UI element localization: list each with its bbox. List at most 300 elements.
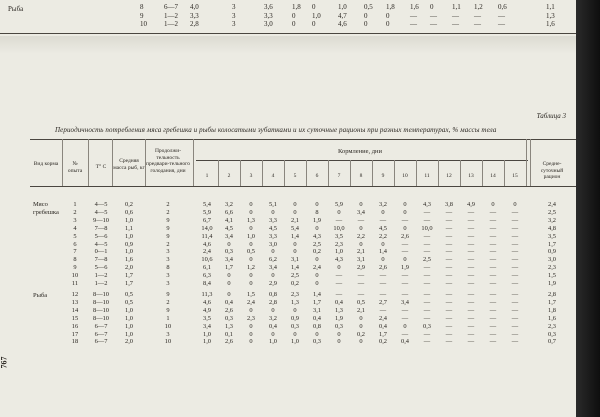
table-cell: 14,0 <box>201 224 213 232</box>
prev-table-cell: 1,0 <box>312 11 321 20</box>
header-column-rule <box>438 160 439 186</box>
prev-table-cell: — <box>430 20 437 28</box>
table-cell: 3,4 <box>357 208 365 216</box>
table-cell: 1—2 <box>94 272 108 280</box>
table-cell: 10,6 <box>201 256 213 264</box>
table-cell: — <box>467 291 475 298</box>
table-cell: 6—7 <box>94 338 108 346</box>
table-cell: — <box>401 248 409 256</box>
table-cell: — <box>379 272 387 280</box>
prev-table-cell: — <box>474 20 481 28</box>
table-cell: 2,8 <box>269 298 277 306</box>
table-cell: 2,4 <box>548 201 556 208</box>
table-cell: 0 <box>337 208 341 216</box>
table-cell: — <box>511 248 519 256</box>
table-cell: 3,0 <box>548 256 556 264</box>
table-cell: 1,0 <box>203 338 211 346</box>
table-cell: 1,0 <box>125 314 133 322</box>
table-cell: 1,0 <box>247 232 255 240</box>
table-cell: 0,4 <box>379 322 387 330</box>
table-cell: — <box>423 248 431 256</box>
table-cell: 0 <box>249 306 253 314</box>
table-cell: 0 <box>293 248 297 256</box>
table-cell: 0 <box>249 338 253 346</box>
header-food: Вид корма <box>33 161 59 167</box>
table-cell: 1,0 <box>125 306 133 314</box>
table-cell: 1,0 <box>125 322 133 330</box>
table-cell: 0 <box>315 256 319 264</box>
table-cell: 1,0 <box>125 216 133 224</box>
table-cell: 9 <box>166 306 170 314</box>
table-cell: 0 <box>271 330 275 338</box>
header-column-rule <box>62 139 63 186</box>
table-cell: — <box>423 280 431 287</box>
table-cell: 1,7 <box>313 298 321 306</box>
table-cell: — <box>489 330 497 338</box>
table-cell: 0,1 <box>225 330 233 338</box>
table-cell: 10,0 <box>421 224 433 232</box>
table-cell: 8—10 <box>93 291 109 298</box>
table-cell: 3,4 <box>269 264 277 272</box>
table-cell: 1,2 <box>247 264 255 272</box>
table-cell: — <box>467 298 475 306</box>
previous-table-fragment <box>0 0 576 33</box>
header-column-rule <box>284 160 285 186</box>
table-cell: 1,0 <box>335 248 343 256</box>
prev-table-cell: 3,0 <box>264 20 273 28</box>
prev-table-cell: 3,3 <box>190 11 199 20</box>
prev-table-cell: 1—2 <box>164 20 178 28</box>
table-cell: — <box>511 264 519 272</box>
table-cell: 0 <box>227 272 231 280</box>
table-cell: 2,9 <box>357 264 365 272</box>
table-cell: 1,4 <box>379 248 387 256</box>
scan-shadow <box>0 36 576 54</box>
table-cell: 2 <box>166 240 170 248</box>
table-cell: — <box>511 338 519 346</box>
table-cell: 0,3 <box>548 330 556 338</box>
table-cell: — <box>445 224 453 232</box>
table-cell: — <box>357 291 365 298</box>
table-cell: 5,9 <box>203 208 211 216</box>
prev-table-cell: — <box>452 20 459 28</box>
table-cell: 8—10 <box>93 298 109 306</box>
table-cell: 0 <box>359 314 363 322</box>
table-cell: 1,8 <box>548 306 556 314</box>
table-cell: 16 <box>71 322 79 330</box>
header-day-7: 7 <box>337 173 341 179</box>
prev-table-cell: 0 <box>386 11 390 20</box>
table-cell: — <box>511 322 519 330</box>
table-cell: — <box>511 306 519 314</box>
table-cell: 2 <box>166 298 170 306</box>
header-column-rule <box>416 160 417 186</box>
prev-table-cell: — <box>410 11 417 20</box>
table-cell: — <box>489 291 497 298</box>
table-cell: — <box>467 256 475 264</box>
table-cell: 2,4 <box>379 314 387 322</box>
table-cell: 0,3 <box>335 322 343 330</box>
table-cell: 0 <box>315 280 319 287</box>
table-cell: 2,6 <box>401 232 409 240</box>
table-cell: 5—6 <box>94 264 108 272</box>
table-cell: — <box>467 314 475 322</box>
table-cell: 9 <box>166 232 170 240</box>
table-cell: 0 <box>249 280 253 287</box>
table-cell: 0,8 <box>313 322 321 330</box>
table-cell: 0 <box>271 208 275 216</box>
header-day-12: 12 <box>446 173 452 179</box>
table-cell: — <box>511 272 519 280</box>
table-cell: — <box>511 330 519 338</box>
prev-table-cell: 3 <box>232 20 236 28</box>
table-cell: 0 <box>315 201 319 208</box>
table-cell: 0,4 <box>225 298 233 306</box>
table-cell: — <box>467 248 475 256</box>
header-feeding: Кормление, дни <box>337 148 382 155</box>
table-cell: 0,5 <box>357 298 365 306</box>
table-cell: 1,0 <box>203 330 211 338</box>
table-cell: — <box>379 280 387 287</box>
table-cell: 14 <box>71 306 79 314</box>
table-cell: 0,2 <box>379 338 387 346</box>
table-cell: 4,8 <box>548 224 556 232</box>
table-cell: — <box>489 306 497 314</box>
table-cell: — <box>489 298 497 306</box>
table-cell: 8—10 <box>93 314 109 322</box>
table-cell: 11,3 <box>201 291 213 298</box>
table-cell: 1,7 <box>548 240 556 248</box>
table-cell: 0 <box>249 322 253 330</box>
table-cell: — <box>423 306 431 314</box>
table-cell: — <box>467 264 475 272</box>
prev-table-cell: — <box>430 11 437 20</box>
table-cell: — <box>511 216 519 224</box>
table-cell: 0,9 <box>125 240 133 248</box>
table-cell: 0 <box>227 291 231 298</box>
table-cell: 2,2 <box>379 232 387 240</box>
table-cell: — <box>379 216 387 224</box>
prev-table-cell: — <box>410 20 417 28</box>
table-cell: 3,4 <box>203 322 211 330</box>
table-cell: 0 <box>337 264 341 272</box>
table-cell: — <box>489 338 497 346</box>
table-cell: 1,4 <box>291 264 299 272</box>
prev-table-cell: 0 <box>364 11 368 20</box>
table-cell: 4,9 <box>467 201 475 208</box>
table-cell: 0 <box>293 306 297 314</box>
table-cell: — <box>511 232 519 240</box>
table-cell: 0,4 <box>269 322 277 330</box>
table-cell: 5—6 <box>94 232 108 240</box>
table-cell: — <box>467 240 475 248</box>
table-cell: 0,2 <box>357 330 365 338</box>
table-cell: — <box>423 264 431 272</box>
table-cell: — <box>489 314 497 322</box>
prev-group-label: Рыба <box>8 5 24 13</box>
table-cell: 4,3 <box>423 201 431 208</box>
table-cell: — <box>357 272 365 280</box>
table-cell: 1,5 <box>247 291 255 298</box>
header-day-9: 9 <box>381 173 385 179</box>
prev-table-cell: — <box>498 11 505 20</box>
table-cell: 8 <box>315 208 319 216</box>
table-cell: — <box>489 216 497 224</box>
table-cell: 9 <box>166 216 170 224</box>
table-cell: 6,6 <box>225 208 233 216</box>
table-cell: 0,5 <box>125 291 133 298</box>
header-column-rule <box>328 160 329 186</box>
table-cell: — <box>467 272 475 280</box>
table-cell: 2,3 <box>335 240 343 248</box>
table-cell: — <box>335 291 343 298</box>
table-cell: 0 <box>293 201 297 208</box>
header-column-rule <box>350 160 351 186</box>
table-cell: 1,9 <box>313 216 321 224</box>
table-cell: 3 <box>166 256 170 264</box>
prev-table-cell: 3 <box>232 11 236 20</box>
table-cell: 4,5 <box>379 224 387 232</box>
table-cell: 0 <box>227 240 231 248</box>
prev-table-cell: 6—7 <box>164 3 178 11</box>
table-cell: — <box>379 291 387 298</box>
table-cell: 3,2 <box>548 216 556 224</box>
table-cell: 2,3 <box>247 314 255 322</box>
table-cell: 0 <box>403 322 407 330</box>
table-cell: 1,3 <box>291 298 299 306</box>
table-cell: 2,2 <box>357 232 365 240</box>
table-cell: 0,4 <box>313 314 321 322</box>
table-cell: 8,4 <box>203 280 211 287</box>
table-cell: 5,1 <box>269 201 277 208</box>
header-column-rule <box>526 139 527 186</box>
table-cell: 6 <box>73 240 77 248</box>
table-cell: — <box>467 208 475 216</box>
table-cell: 0 <box>249 224 253 232</box>
table-cell: — <box>489 248 497 256</box>
table-cell: — <box>467 306 475 314</box>
table-cell: 7—8 <box>94 256 108 264</box>
table-cell: 3,2 <box>269 314 277 322</box>
table-cell: 2 <box>73 208 77 216</box>
table-cell: 9 <box>73 264 77 272</box>
table-cell: — <box>357 216 365 224</box>
table-cell: 0 <box>337 338 341 346</box>
table-cell: — <box>445 291 453 298</box>
table-cell: 0 <box>403 201 407 208</box>
table-cell: 1,0 <box>125 330 133 338</box>
table-cell: 3,1 <box>291 256 299 264</box>
table-cell: — <box>445 314 453 322</box>
table-cell: 3 <box>166 248 170 256</box>
table-cell: — <box>401 306 409 314</box>
table-cell: — <box>423 291 431 298</box>
table-cell: 5,4 <box>291 224 299 232</box>
table-cell: 0,3 <box>225 248 233 256</box>
table-cell: 0 <box>359 224 363 232</box>
header-mass: Средняя масса рыб, кг <box>113 158 145 171</box>
table-cell: 8 <box>166 264 170 272</box>
table-cell: 13 <box>71 298 79 306</box>
table-cell: 1 <box>166 314 170 322</box>
header-bottom-rule <box>30 186 576 187</box>
table-cell: — <box>423 208 431 216</box>
table-cell: 2,3 <box>291 291 299 298</box>
prev-table-row <box>0 12 576 20</box>
table-cell: — <box>445 256 453 264</box>
table-cell: 0—1 <box>94 248 108 256</box>
table-cell: — <box>335 272 343 280</box>
table-cell: 0 <box>315 224 319 232</box>
prev-table-cell: 1,1 <box>452 3 461 11</box>
table-cell: — <box>511 256 519 264</box>
prev-table-cell: 0 <box>430 3 434 11</box>
table-cell: 1,7 <box>548 298 556 306</box>
table-cell: 1 <box>73 201 77 208</box>
table-cell: — <box>489 322 497 330</box>
table-cell: 0 <box>271 272 275 280</box>
table-cell: — <box>467 338 475 346</box>
table-cell: 1,6 <box>125 256 133 264</box>
header-day-1: 1 <box>205 173 209 179</box>
table-cell: 0,4 <box>335 298 343 306</box>
table-cell: 2,5 <box>291 272 299 280</box>
header-day-6: 6 <box>315 173 319 179</box>
table-cell: 0 <box>315 272 319 280</box>
table-cell: — <box>445 264 453 272</box>
table-cell: 5 <box>73 232 77 240</box>
header-column-rule <box>306 160 307 186</box>
table-cell: — <box>445 216 453 224</box>
table-cell: 6,1 <box>203 264 211 272</box>
header-day-14: 14 <box>490 173 496 179</box>
header-column-rule <box>240 160 241 186</box>
table-cell: 6,2 <box>269 256 277 264</box>
table-cell: 3,3 <box>269 216 277 224</box>
table-cell: 7—8 <box>94 224 108 232</box>
table-cell: 0 <box>271 306 275 314</box>
table-cell: 2,9 <box>269 280 277 287</box>
table-cell: 2,6 <box>379 264 387 272</box>
header-column-rule <box>88 139 89 186</box>
prev-table-cell: 1—2 <box>164 11 178 20</box>
table-cell: 2,3 <box>548 264 556 272</box>
table-cell: — <box>401 291 409 298</box>
table-cell: 4—5 <box>94 201 108 208</box>
table-cell: 1,0 <box>125 248 133 256</box>
table-cell: 4—5 <box>94 240 108 248</box>
table-cell: — <box>489 256 497 264</box>
header-column-rule <box>530 139 531 186</box>
table-cell: 2 <box>166 208 170 216</box>
header-day-4: 4 <box>271 173 275 179</box>
table-cell: — <box>445 208 453 216</box>
header-temp: T° C <box>95 164 107 170</box>
header-exp: № опыта <box>67 161 83 174</box>
table-cell: 0 <box>337 330 341 338</box>
table-cell: 10 <box>71 272 79 280</box>
header-fast: Продолжи-тельность предвари-тельного голодания, дни <box>146 148 191 174</box>
table-cell: — <box>445 322 453 330</box>
table-cell: 2,1 <box>357 306 365 314</box>
table-cell: 3,2 <box>379 201 387 208</box>
prev-table-cell: — <box>452 11 459 20</box>
prev-table-cell: 0 <box>292 11 296 20</box>
table-cell: — <box>423 232 431 240</box>
table-cell: — <box>423 240 431 248</box>
table-cell: — <box>489 240 497 248</box>
table-cell: 10,0 <box>333 224 345 232</box>
prev-table-cell: 1,3 <box>546 11 555 20</box>
header-day-10: 10 <box>402 173 408 179</box>
header-column-rule <box>394 160 395 186</box>
table-cell: — <box>357 280 365 287</box>
table-cell: 3,4 <box>225 232 233 240</box>
table-cell: 4,3 <box>313 232 321 240</box>
table-cell: 0 <box>359 201 363 208</box>
table-cell: 2,5 <box>313 240 321 248</box>
prev-table-cell: 0,5 <box>364 3 373 11</box>
table-cell: 1,3 <box>247 216 255 224</box>
table-cell: — <box>379 306 387 314</box>
table-cell: — <box>401 280 409 287</box>
table-cell: — <box>423 216 431 224</box>
table-cell: 1,9 <box>401 264 409 272</box>
table-cell: 8—10 <box>93 306 109 314</box>
header-column-rule <box>460 160 461 186</box>
table-cell: 15 <box>71 314 79 322</box>
header-column-rule <box>482 160 483 186</box>
table-cell: 1,3 <box>225 322 233 330</box>
table-cell: 0 <box>249 330 253 338</box>
table-cell: 11,4 <box>201 232 213 240</box>
table-cell: 3 <box>166 280 170 287</box>
table-cell: 0 <box>359 322 363 330</box>
table-cell: — <box>423 272 431 280</box>
table-cell: 0 <box>249 208 253 216</box>
table-cell: 0 <box>381 208 385 216</box>
prev-table-cell: 8 <box>140 3 144 11</box>
table-cell: 1,7 <box>125 272 133 280</box>
table-cell: 0 <box>403 256 407 264</box>
table-number: Таблица 3 <box>536 112 566 120</box>
prev-table-bottom-rule <box>0 33 576 34</box>
table-cell: — <box>401 240 409 248</box>
header-day-2: 2 <box>227 173 231 179</box>
table-cell: 1,5 <box>548 272 556 280</box>
table-cell: 0 <box>249 201 253 208</box>
table-cell: — <box>489 272 497 280</box>
prev-table-cell: 0 <box>312 3 316 11</box>
table-cell: 4 <box>73 224 77 232</box>
table-cell: — <box>511 298 519 306</box>
table-cell: — <box>445 240 453 248</box>
table-cell: 1,7 <box>125 280 133 287</box>
table-cell: 2,5 <box>423 256 431 264</box>
table-cell: 0 <box>513 201 517 208</box>
table-cell: 0,9 <box>548 248 556 256</box>
prev-table-cell: 9 <box>140 11 144 20</box>
table-cell: 18 <box>71 338 79 346</box>
table-cell: 7 <box>73 248 77 256</box>
table-cell: 9 <box>166 224 170 232</box>
table-cell: 2,8 <box>548 291 556 298</box>
table-cell: 9—10 <box>93 216 109 224</box>
table-cell: 6—7 <box>94 322 108 330</box>
table-cell: 0,3 <box>291 322 299 330</box>
table-cell: 5,4 <box>203 201 211 208</box>
table-cell: — <box>445 330 453 338</box>
